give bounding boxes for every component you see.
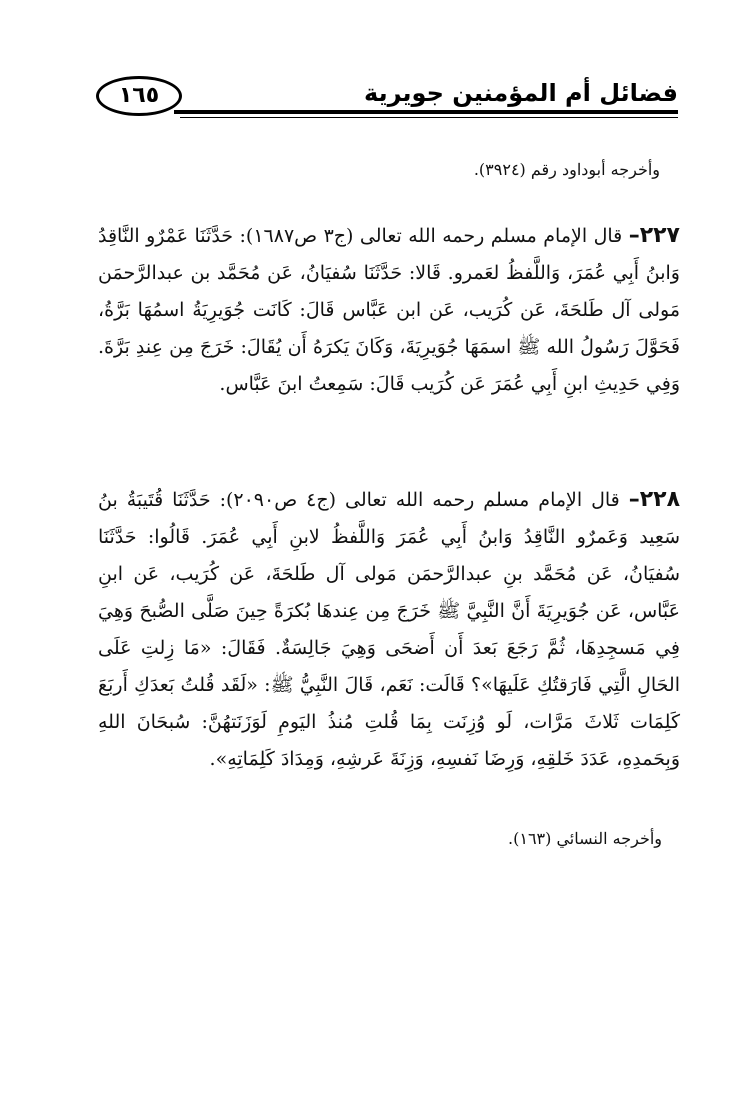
hadith-paragraph-228: [98, 481, 680, 778]
reference-note-bottom: وأخرجه النسائي (١٦٣).: [508, 829, 662, 848]
header-rule-thin: [180, 117, 678, 118]
page-header: [96, 74, 678, 128]
hadith-number-dash: –: [628, 487, 640, 512]
header-rule: [174, 110, 678, 114]
page-number: ١٦٥: [118, 83, 160, 108]
hadith-text: قال الإمام مسلم رحمه الله تعالى (ج٣ ص١٦٨٧): حَدَّثَنَا عَمْرٌو النَّاقِدُ وَابنُ أَبِي عُمَرَ، وَاللَّفظُ لعَمرو. قَالا: حَدَّثَنَا سُفيَانُ، عَن مُحَمَّد بن عبدالرَّحمَن مَولى آل طَلحَةَ، عَن كُرَيب، عَن ابن عَبَّاس قَالَ: كَانَت جُوَيرِيَةُ اسمُهَا بَرَّةُ، فَحَوَّلَ رَسُولُ الله ﷺ اسمَهَا جُوَيرِيَةَ، وَكَانَ يَكرَهُ أَن يُقَالَ: خَرَجَ مِن عِندِ بَرَّةَ. وَفِي حَدِيثِ ابنِ أَبِي عُمَرَ عَن كُرَيب قَالَ: سَمِعتُ ابنَ عَبَّاس.: [98, 225, 680, 395]
hadith-number-dash: –: [628, 223, 640, 248]
hadith-number: ٢٢٨: [639, 487, 681, 512]
hadith-paragraph-227: [98, 217, 680, 403]
hadith-number: ٢٢٧: [639, 223, 680, 248]
reference-note-top: وأخرجه أبوداود رقم (٣٩٢٤).: [473, 160, 660, 179]
hadith-text: قال الإمام مسلم رحمه الله تعالى (ج٤ ص٢٠٩٠): حَدَّثَنَا قُتَيبَةُ بنُ سَعِيد وَعَمرٌو النَّاقِدُ وَابنُ أَبِي عُمَرَ وَاللَّفظُ لابنِ أَبِي عُمَرَ. قَالُوا: حَدَّثَنَا سُفيَانُ، عَن مُحَمَّد بنِ عبدالرَّحمَن مَولى آل طَلحَةَ، عَن كُرَيب، عَن ابنِ عَبَّاس، عَن جُوَيرِيَةَ أَنَّ النَّبِيَّ ﷺ خَرَجَ مِن عِندهَا بُكرَةً حِينَ صَلَّى الصُّبحَ وَهِيَ فِي مَسجِدِهَا، ثُمَّ رَجَعَ بَعدَ أَن أَضحَى وَهِيَ جَالِسَةٌ. فَقَالَ: «مَا زِلتِ عَلَى الحَالِ الَّتِي فَارَقتُكِ عَلَيهَا»؟ قَالَت: نَعَم، قَالَ النَّبِيُّ ﷺ: «لَقَد قُلتُ بَعدَكِ أَربَعَ كَلِمَات ثَلاثَ مَرَّات، لَو وُزِنَت بِمَا قُلتِ مُنذُ اليَومِ لَوَزَنَتهُنَّ: سُبحَانَ اللهِ وَبِحَمدِهِ، عَدَدَ خَلقِهِ، وَرِضَا نَفسِهِ، وَزِنَةَ عَرشِهِ، وَمِدَادَ كَلِمَاتِهِ».: [98, 489, 680, 770]
chapter-title: فضائل أم المؤمنين جويرية: [364, 79, 678, 107]
page-number-badge: [96, 76, 182, 116]
